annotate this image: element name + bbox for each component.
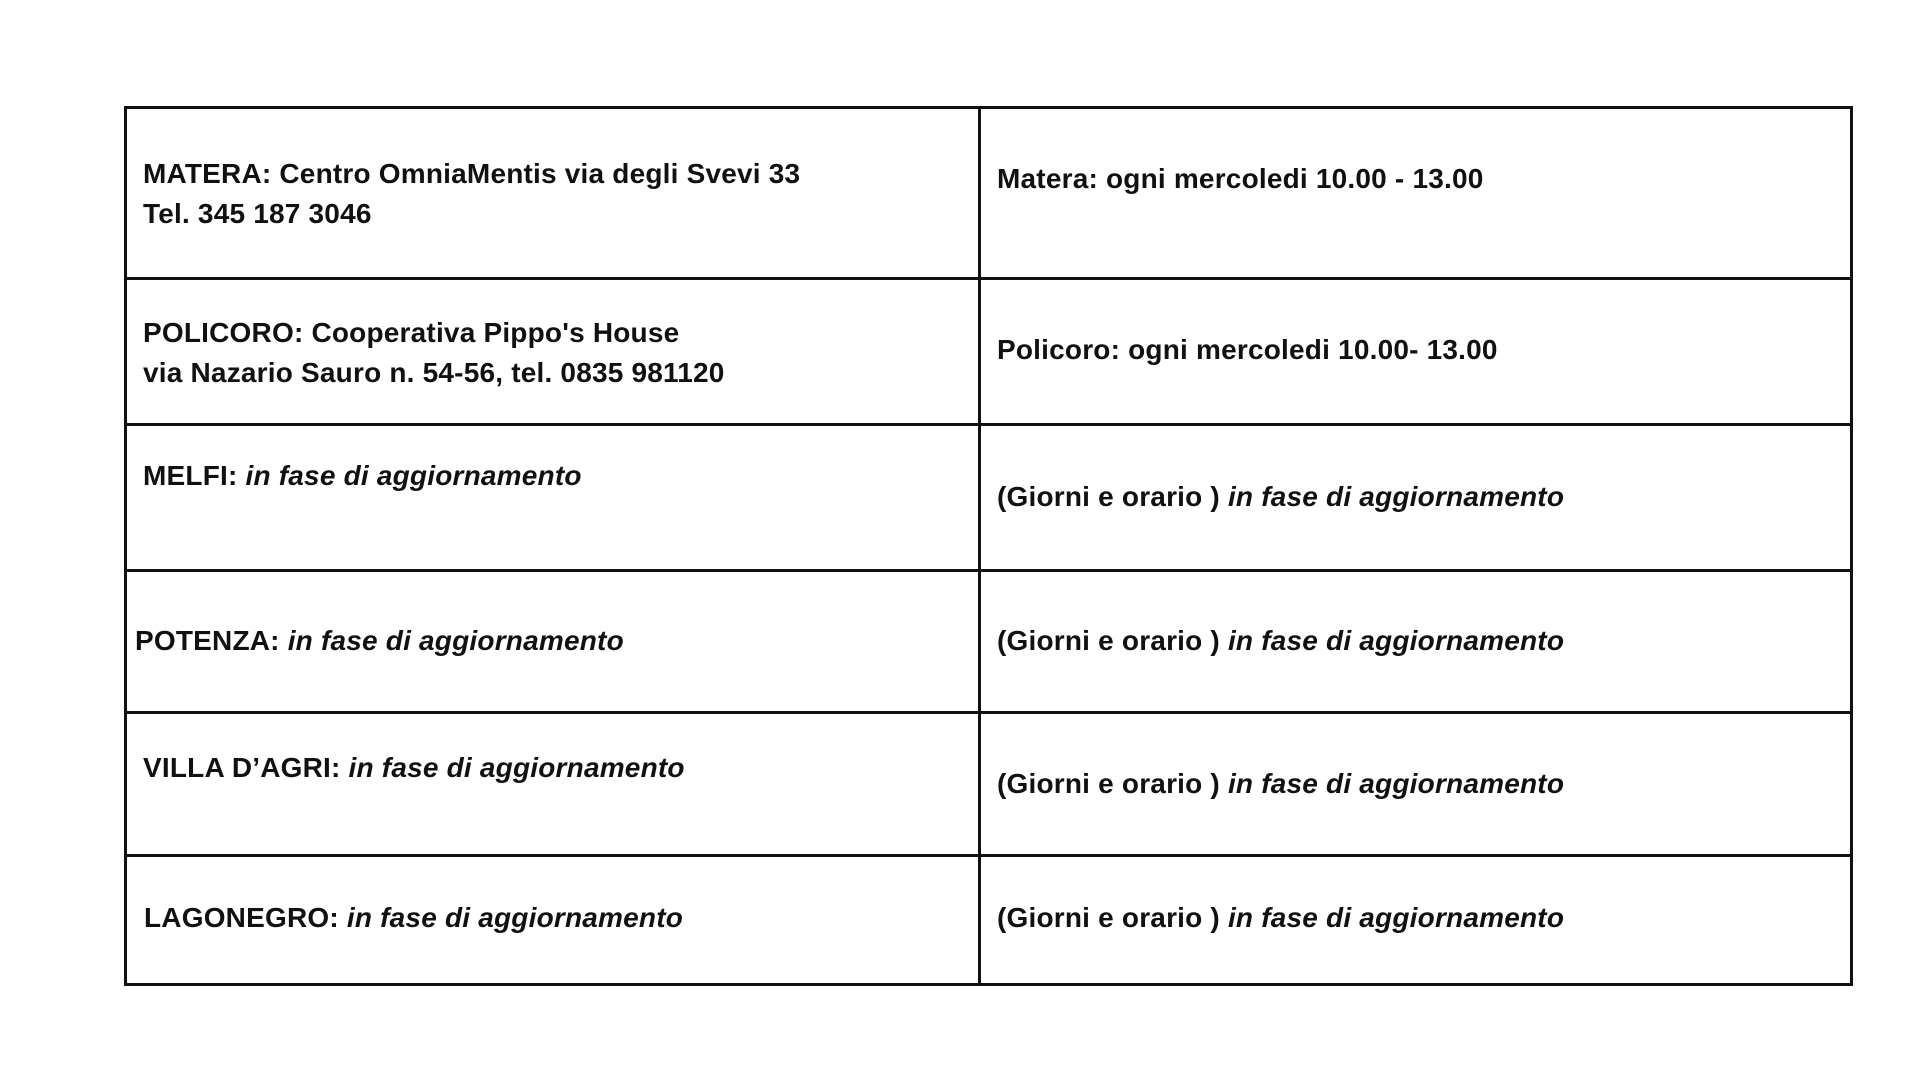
location-cell: [127, 280, 981, 423]
location-phone: Tel. 345 187 3046: [143, 198, 372, 229]
status-text: in fase di aggiornamento: [346, 902, 684, 933]
schedule-cell: [981, 572, 1850, 711]
status-text: in fase di aggiornamento: [348, 752, 685, 783]
schedule-text: Matera: ogni mercoledi 10.00 - 13.00: [997, 163, 1484, 194]
schedule-label: (Giorni e orario ): [997, 481, 1228, 512]
table-row: [127, 109, 1850, 277]
table-row: [127, 277, 1850, 423]
table-row: [127, 569, 1850, 711]
status-text: in fase di aggiornamento: [1227, 625, 1565, 656]
schedule-label: (Giorni e orario ): [997, 625, 1228, 656]
schedule-label: (Giorni e orario ): [997, 902, 1228, 933]
location-name: POLICORO: Cooperativa Pippo's House: [143, 317, 680, 348]
location-cell: [127, 857, 981, 983]
status-text: in fase di aggiornamento: [245, 460, 582, 491]
status-text: in fase di aggiornamento: [1227, 481, 1565, 512]
locations-table: [124, 106, 1853, 986]
schedule-label: (Giorni e orario ): [997, 768, 1228, 799]
location-name: MATERA: Centro OmniaMentis via degli Svevi 33: [143, 158, 801, 189]
location-cell: [127, 714, 981, 854]
schedule-cell: [981, 280, 1850, 423]
schedule-text: Policoro: ogni mercoledi 10.00- 13.00: [997, 334, 1498, 365]
location-label: MELFI:: [143, 460, 246, 491]
location-label: POTENZA:: [135, 625, 288, 656]
schedule-cell: [981, 426, 1850, 569]
status-text: in fase di aggiornamento: [287, 625, 624, 656]
location-label: LAGONEGRO:: [144, 902, 347, 933]
schedule-cell: [981, 857, 1850, 983]
table-row: [127, 423, 1850, 569]
location-address: via Nazario Sauro n. 54-56, tel. 0835 981120: [143, 357, 725, 388]
status-text: in fase di aggiornamento: [1227, 902, 1565, 933]
location-cell: [127, 572, 981, 711]
table-row: [127, 854, 1850, 983]
status-text: in fase di aggiornamento: [1227, 768, 1565, 799]
schedule-cell: [981, 714, 1850, 854]
table-row: [127, 711, 1850, 854]
location-cell: [127, 109, 981, 277]
location-label: VILLA D’AGRI:: [143, 752, 349, 783]
schedule-cell: [981, 109, 1850, 277]
location-cell: [127, 426, 981, 569]
